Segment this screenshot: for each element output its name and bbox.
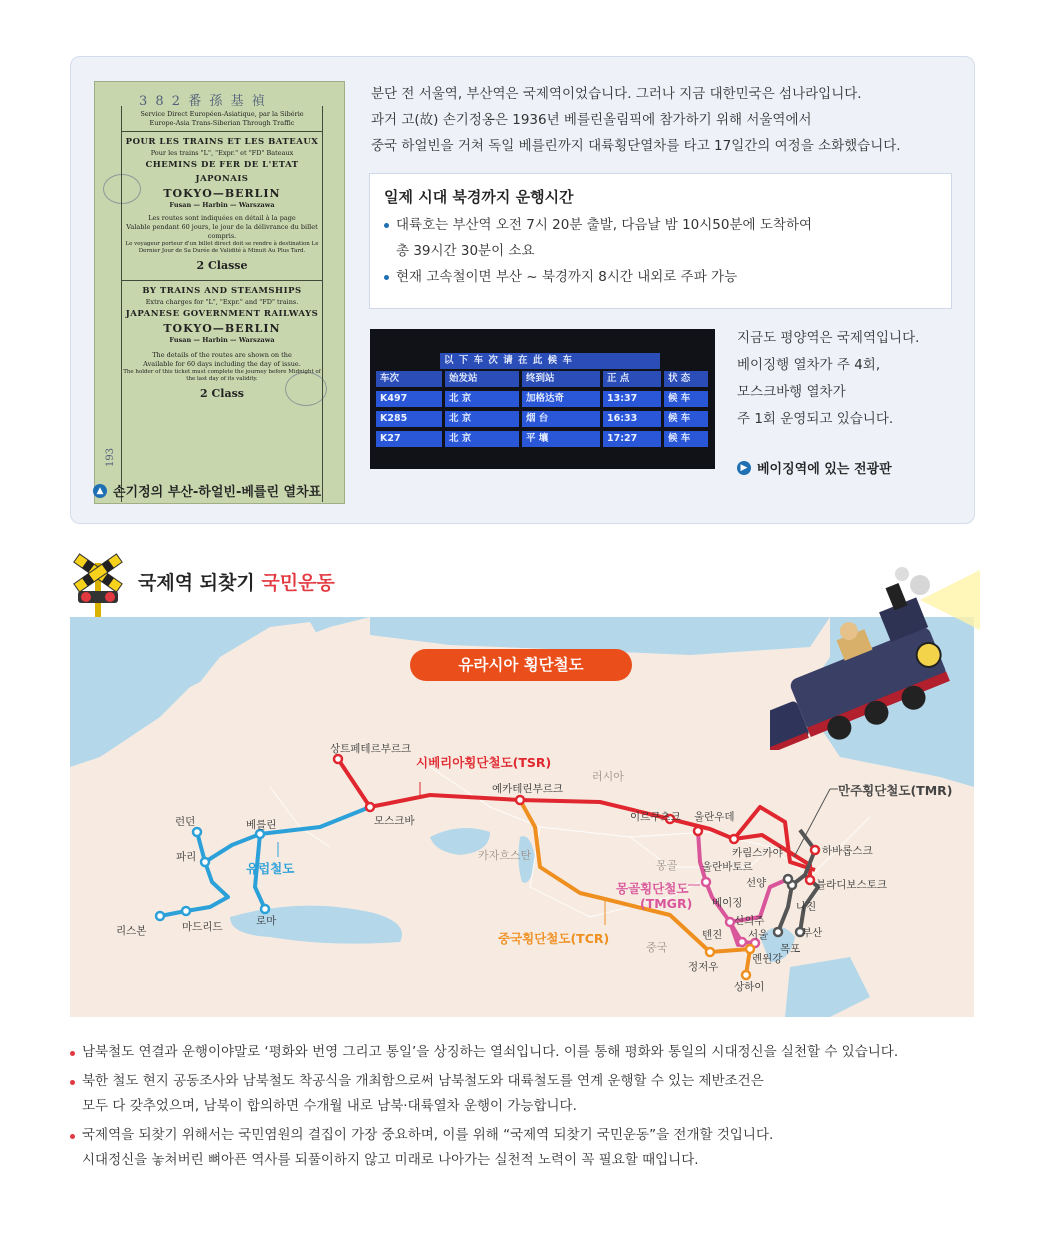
city-label: 카림스카야 [732, 847, 783, 859]
city-label: 베를린 [246, 819, 277, 831]
board-cell: 北 京 [445, 391, 519, 407]
ticket-handwriting: 3 8 2 番 孫 基 禎 [139, 94, 267, 109]
ticket-line: Fusan — Harbin — Warszawa [169, 336, 275, 344]
info-bullet [384, 212, 937, 264]
route-label-tmgr-code: (TMGR) [640, 896, 693, 911]
ticket-line: The holder of this ticket must complete the journey before Midnight of the last day of its validity. [123, 369, 321, 382]
intro-line: 중국 하얼빈을 거쳐 독일 베를린까지 대륙횡단열차를 타고 17일간의 여정을 소화했습니다. [371, 138, 901, 154]
city-label: 런던 [175, 816, 196, 828]
intro-line: 과거 고(故) 손기정옹은 1936년 베를린올림픽에 참가하기 위해 서울역에서 [371, 112, 812, 128]
ticket-line: TOKYO—BERLIN [163, 322, 281, 335]
ticket-divider [122, 131, 322, 132]
city-label: 하바롭스크 [822, 845, 873, 857]
city-label: 예카테린부르크 [492, 783, 564, 795]
city-label: 상하이 [734, 981, 765, 993]
country-label-kazakhstan: 카자흐스탄 [478, 849, 532, 862]
note-line: 시대정신을 놓쳐버린 뼈아픈 역사를 되풀이하지 않고 미래로 나아가는 실천적 노력이 꼭 필요할 때입니다. [82, 1152, 699, 1168]
city-label: 신의주 [734, 915, 765, 927]
board-cell: 北 京 [445, 411, 519, 427]
ticket-line: 2 Class [200, 387, 244, 400]
intro-text [371, 81, 966, 159]
board-cell: 加格达奇 [522, 391, 600, 407]
city-label: 선양 [746, 877, 767, 889]
note-line: 국제역을 되찾기 위해서는 국민염원의 결집이 가장 중요하며, 이를 위해 “국제역 되찾기 국민운동”을 전개할 것입니다. [82, 1127, 774, 1143]
note-item [70, 1123, 980, 1173]
city-label: 파리 [176, 851, 197, 863]
ticket-line: Extra charges for "L", "Expr." and "FD" trains. [145, 298, 299, 306]
arrow-up-circle-icon: ▲ [93, 484, 107, 498]
board-header: 始发站 [445, 371, 519, 387]
board-caption [737, 458, 892, 477]
city-label: 울란바토르 [702, 861, 753, 873]
city-label: 롄윈강 [752, 953, 783, 965]
city-label: 모스크바 [374, 815, 415, 827]
route-label-tmr: 만주횡단철도(TMR) [838, 783, 953, 798]
city-label: 목포 [780, 943, 801, 955]
city-label: 이르쿠츠크 [630, 811, 681, 823]
departure-board-image [370, 329, 715, 469]
ticket-line: POUR LES TRAINS ET LES BATEAUX [125, 137, 319, 147]
note-item [70, 1069, 980, 1119]
country-label-russia: 러시아 [592, 770, 624, 783]
ticket-line: The details of the routes are shown on the [152, 351, 292, 359]
side-text-line: 지금도 평양역은 국제역입니다. [737, 330, 920, 346]
section-heading [70, 556, 335, 606]
city-label: 마드리드 [182, 921, 223, 933]
info-box [369, 173, 952, 309]
ticket-image [94, 81, 345, 504]
board-title-row [440, 353, 660, 369]
ticket-divider [122, 280, 322, 281]
board-cell: 16:33 [603, 411, 661, 427]
info-box-title: 일제 시대 북경까지 운행시간 [384, 188, 574, 206]
intro-line: 분단 전 서울역, 부산역은 국제역이었습니다. 그러나 지금 대한민국은 섬나라입니다. [371, 86, 862, 102]
city-label: 블라디보스토크 [816, 879, 888, 891]
ticket-line: Valable pendant 60 jours, le jour de la délivrance du billet compris. [126, 223, 318, 240]
board-cell: K27 [376, 431, 442, 447]
ticket-line: Pour les trains "L", "Expr." et "FD" Bateaux [150, 149, 294, 157]
board-row [376, 391, 708, 407]
board-cell: 候 车 [664, 431, 708, 447]
board-caption-text: 베이징역에 있는 전광판 [757, 462, 892, 477]
board-cell: 候 车 [664, 411, 708, 427]
board-header: 终到站 [522, 371, 600, 387]
section-title-plain: 국제역 되찾기 [138, 571, 262, 594]
country-label-mongolia: 몽골 [656, 859, 678, 872]
map-title-pill: 유라시아 횡단철도 [410, 649, 632, 681]
ticket-caption-text: 손기정의 부산-하얼빈-베를린 열차표 [113, 485, 322, 500]
city-label: 베이징 [712, 897, 743, 909]
board-cell: 平 壤 [522, 431, 600, 447]
ticket-line: 2 Classe [196, 259, 248, 272]
board-row [376, 431, 708, 447]
city-label: 로마 [256, 915, 277, 927]
route-label-tsr: 시베리아횡단철도(TSR) [416, 755, 552, 770]
section-title-highlight: 국민운동 [261, 571, 335, 594]
ticket-line: Le voyageur porteur d'un billet direct doit se rendre à destination Le Dernier Jour de Sa Durée de Validité à Minuit Au Plus Tard. [125, 241, 319, 254]
arrow-right-circle-icon: ▶ [737, 461, 751, 475]
info-bullet-line: 총 39시간 30분이 소요 [396, 243, 535, 259]
ticket-line: JAPANESE GOVERNMENT RAILWAYS [125, 309, 319, 319]
bottom-notes [70, 1040, 980, 1177]
country-label-china: 중국 [646, 941, 668, 954]
route-label-tcr: 중국횡단철도(TCR) [498, 931, 610, 946]
ticket-line: Service Direct Européen-Asiatique, par la Sibérie [140, 110, 304, 118]
note-line: 모두 다 갖추었으며, 남북이 합의하면 수개월 내로 남북·대륙열차 운행이 가능합니다. [82, 1098, 577, 1114]
board-header: 车次 [376, 371, 442, 387]
steam-train-illustration [770, 560, 980, 750]
board-cell: 候 车 [664, 391, 708, 407]
route-label-eu: 유럽철도 [246, 861, 295, 876]
intro-panel [70, 56, 975, 524]
ticket-side-number: 193 [105, 447, 117, 468]
note-line: 북한 철도 현지 공동조사와 남북철도 착공식을 개최함으로써 남북철도와 대륙철도를 연계 운행할 수 있는 제반조건은 [82, 1073, 764, 1089]
side-text-line: 베이징행 열차가 주 4회, [737, 357, 881, 373]
board-cell: 17:27 [603, 431, 661, 447]
board-header-row [376, 371, 708, 387]
board-title: 以 下 车 次 请 在 此 候 车 [440, 353, 660, 369]
ticket-line: Fusan — Harbin — Warszawa [169, 201, 275, 209]
city-label: 서울 [748, 929, 769, 941]
board-cell: 北 京 [445, 431, 519, 447]
ticket-line: Les routes sont indiquées en détail à la page [148, 214, 296, 222]
side-text-line: 주 1회 운영되고 있습니다. [737, 411, 894, 427]
city-label: 울란우데 [694, 811, 735, 823]
board-cell: K497 [376, 391, 442, 407]
board-row [376, 411, 708, 427]
city-label: 상트페테르부르크 [330, 743, 412, 755]
ticket-caption [93, 481, 321, 500]
city-label: 나진 [796, 901, 817, 913]
side-text-line: 모스크바행 열차가 [737, 384, 846, 400]
ticket-line: Europe-Asia Trans-Siberian Through Traffic [149, 119, 295, 127]
ticket-line: CHEMINS DE FER DE L'ETAT JAPONAIS [145, 160, 299, 184]
city-label: 텐진 [702, 929, 723, 941]
board-header: 状 态 [664, 371, 708, 387]
board-header: 正 点 [603, 371, 661, 387]
route-label-tmgr: 몽골횡단철도 [616, 881, 689, 896]
board-cell: 烟 台 [522, 411, 600, 427]
ticket-body [121, 106, 323, 502]
note-item: 남북철도 연결과 운행이야말로 ‘평화와 번영 그리고 통일’을 상징하는 열쇠입니다. 이를 통해 평화와 통일의 시대정신을 실천할 수 있습니다. [70, 1040, 980, 1065]
ticket-line: TOKYO—BERLIN [163, 187, 281, 200]
pyongyang-text [737, 325, 967, 433]
city-label: 부산 [802, 927, 823, 939]
city-label: 리스본 [116, 925, 147, 937]
info-bullet-line: 대륙호는 부산역 오전 7시 20분 출발, 다음날 밤 10시50분에 도착하여 [396, 217, 813, 233]
city-label: 정저우 [688, 961, 719, 973]
ticket-line: BY TRAINS AND STEAMSHIPS [142, 286, 302, 296]
ticket-line: Available for 60 days including the day of issue. [143, 360, 301, 368]
section-title [138, 568, 335, 595]
board-cell: 13:37 [603, 391, 661, 407]
info-bullet: 현재 고속철이면 부산 ~ 북경까지 8시간 내외로 주파 가능 [384, 264, 937, 290]
board-cell: K285 [376, 411, 442, 427]
